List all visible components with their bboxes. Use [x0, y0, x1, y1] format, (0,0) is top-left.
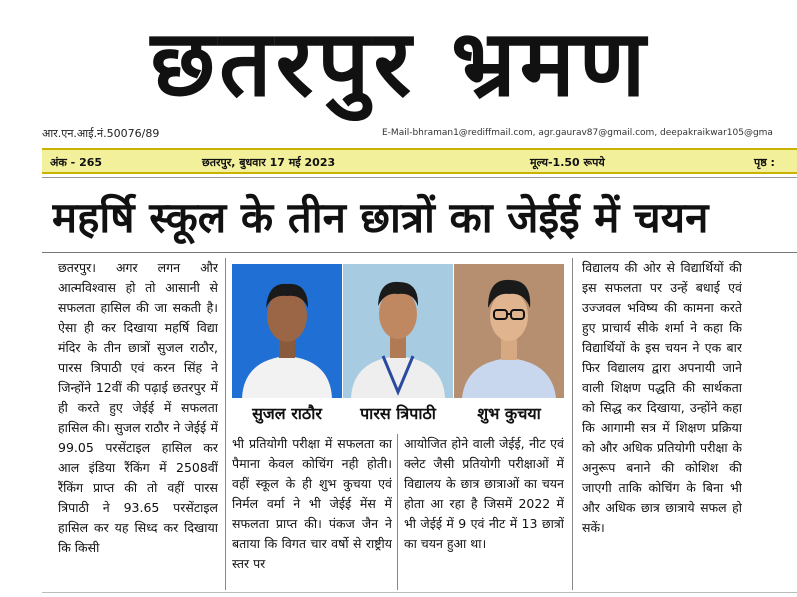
article-column-1: छतरपुर। अगर लगन और आत्मविश्वास हो तो आसानी से सफलता हासिल की जा सकती है। ऐसा ही कर दिखाया महर्षि विद्या मंदिर के तीन छात्रों सुजल राठौर, पारस त्रिपाठी एवं करन सिंह ने जिन्होंने 12वीं की पढ़ाई छतरपुर में ही करते हुए जेईई में सफलता हासिल की। सुजल राठौर ने जेईई में 99.05 परसेंटाइल हासिल कर आल इंडिया रैंकिंग में 2508वीं रैंकिंग प्राप्त की तो वहीं पारस त्रिपाठी ने 93.65 परसेंटाइल हासिल कर यह सिध्द कर दिखाया कि किसी [58, 260, 218, 555]
divider [42, 252, 797, 253]
page-count: पृष्ठ : [754, 156, 775, 169]
column-divider [397, 434, 398, 590]
photo-caption-3: शुभ कुचया [477, 404, 541, 423]
student-photo-3 [454, 264, 564, 398]
student-photo-1 [232, 264, 342, 398]
price: मूल्य-1.50 रूपये [530, 156, 605, 169]
registration-number: आर.एन.आई.नं.50076/89 [42, 127, 160, 140]
photo-caption-2: पारस त्रिपाठी [360, 404, 436, 423]
issue-number: अंक - 265 [50, 156, 103, 169]
divider [42, 177, 797, 178]
column-divider [225, 258, 226, 590]
article-column-3: आयोजित होने वाली जेईई, नीट एवं क्लेट जैसी प्रतियोगी परीक्षाओं में विद्यालय के छात्र छात्राओं का चयन होता आ रहा है जिसमें 2022 में भी जेईई में 9 एवं नीट में 13 छात्रों का चयन हुआ था। [404, 436, 564, 551]
masthead-title: छतरपुर भ्रमण [150, 10, 650, 117]
article-column-2: भी प्रतियोगी परीक्षा में सफलता का पैमाना केवल कोचिंग नही होती। वहीं स्कूल के ही शुभ कुचया एवं निर्मल वर्मा ने भी जेईई मेंस में सफलता प्राप्त की। पंकज जैन ने बताया कि विगत चार वर्षो से राष्ट्रीय स्तर पर [232, 436, 392, 571]
place-date: छतरपुर, बुधवार 17 मई 2023 [202, 156, 336, 169]
contact-emails: E-Mail-bhraman1@rediffmail.com, agr.gaurav87@gmail.com, deepakraikwar105@gma [382, 128, 773, 138]
article-column-4: विद्यालय की ओर से विद्यार्थियों की इस सफलता पर उन्हें बधाई एवं उज्जवल भविष्य की कामना करते हुए प्राचार्य सीके शर्मा ने कहा कि विद्यार्थियों के इस चयन ने एक बार फिर विद्यालय द्वारा अपनायी जाने वाली शिक्षण पद्धति की सार्थकता को सिद्ध कर दिखाया, उन्होंने कहा कि आगामी सत्र में शिक्षण प्रक्रिया को और अधिक प्रतियोगी परीक्षा के अनुरूप बनाने की कोशिश की जाएगी ताकि कोचिंग के बिना भी और अधिक छात्र छात्राये सफल हो सकें। [582, 260, 742, 535]
student-photo-2 [343, 264, 453, 398]
photo-caption-1: सुजल राठौर [252, 404, 322, 423]
article-headline: महर्षि स्कूल के तीन छात्रों का जेईई में चयन [52, 193, 709, 242]
info-bar [42, 148, 797, 174]
column-divider [572, 258, 573, 590]
divider [42, 592, 797, 593]
